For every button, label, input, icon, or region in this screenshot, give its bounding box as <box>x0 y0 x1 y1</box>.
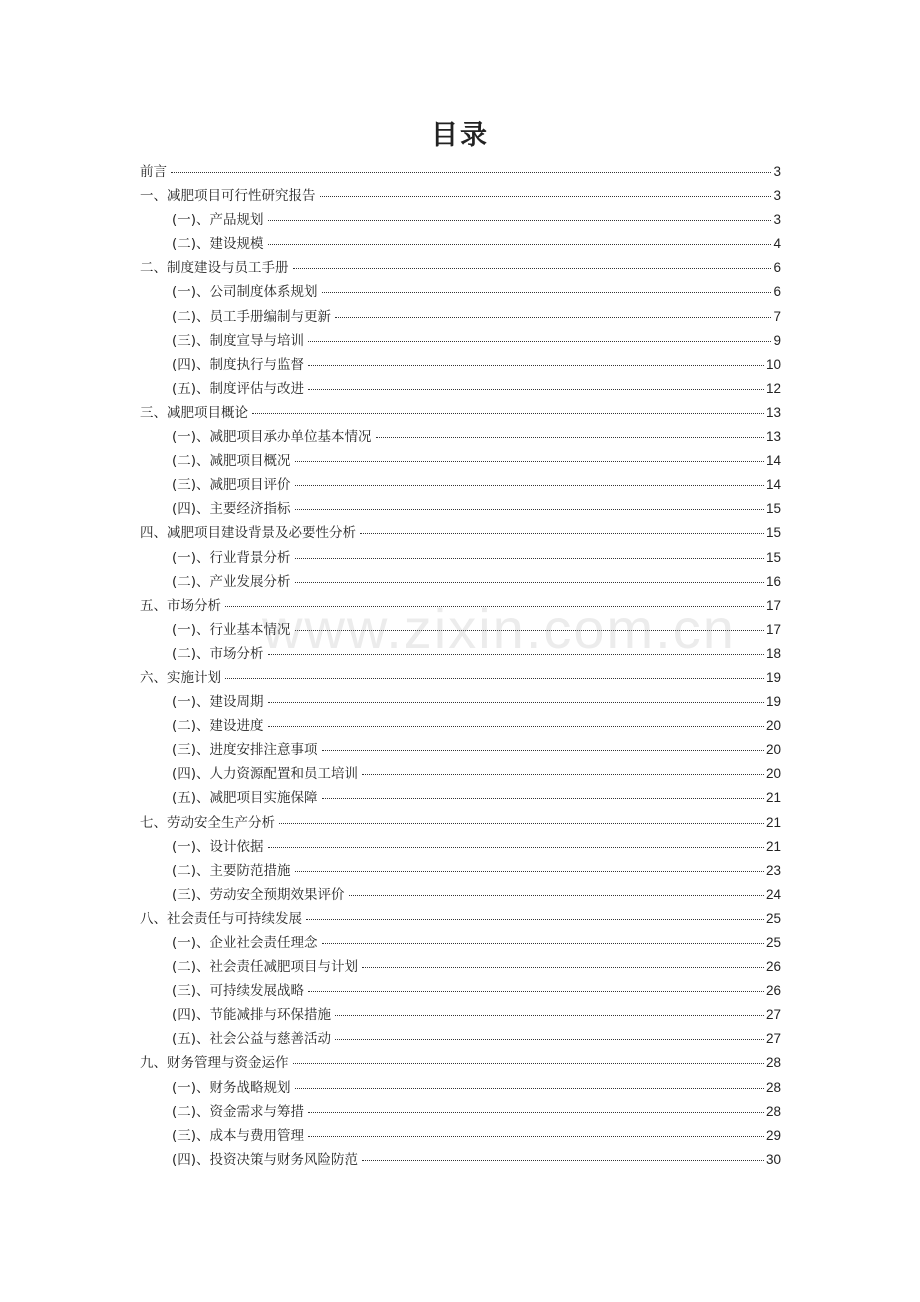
toc-entry[interactable] <box>140 208 781 232</box>
toc-entry-page-number: 9 <box>773 332 781 348</box>
toc-entry-page-number: 6 <box>773 260 781 276</box>
toc-entry-page-number: 27 <box>765 1031 781 1047</box>
toc-entry-label: (二)、建设进度 <box>172 718 264 735</box>
toc-entry-page-number: 3 <box>773 164 781 179</box>
toc-entry-page-number: 20 <box>765 766 781 782</box>
toc-entry[interactable] <box>140 1003 781 1027</box>
dot-leader <box>295 509 764 510</box>
dot-leader <box>268 726 764 727</box>
toc-entry-label: (五)、减肥项目实施保障 <box>172 790 318 807</box>
toc-entry[interactable] <box>140 835 781 859</box>
toc-entry-page-number: 3 <box>773 212 781 228</box>
toc-entry-page-number: 21 <box>765 814 781 830</box>
toc-entry-page-number: 17 <box>765 621 781 637</box>
dot-leader <box>308 1136 764 1137</box>
dot-leader <box>171 172 771 173</box>
toc-entry-page-number: 20 <box>765 718 781 734</box>
toc-entry-page-number: 12 <box>765 380 781 396</box>
toc-entry-label: 前言 <box>140 164 167 180</box>
toc-entry-page-number: 21 <box>765 838 781 854</box>
toc-entry[interactable] <box>140 232 781 256</box>
dot-leader <box>293 1063 764 1064</box>
toc-entry-label: (三)、制度宣导与培训 <box>172 332 305 349</box>
toc-entry-page-number: 3 <box>773 188 781 204</box>
dot-leader <box>349 895 764 896</box>
toc-title: 目录 <box>431 120 489 151</box>
toc-entry[interactable] <box>140 642 781 666</box>
dot-leader <box>306 919 764 920</box>
toc-entry-label: 五、市场分析 <box>140 597 221 614</box>
dot-leader <box>225 678 764 679</box>
toc-entry-page-number: 15 <box>765 501 781 517</box>
toc-list <box>140 160 781 1172</box>
toc-entry-label: (一)、行业背景分析 <box>172 549 291 566</box>
dot-leader <box>279 823 764 824</box>
dot-leader <box>295 630 764 631</box>
toc-entry[interactable] <box>140 160 781 184</box>
toc-entry-label: (一)、减肥项目承办单位基本情况 <box>172 429 372 446</box>
dot-leader <box>308 1112 764 1113</box>
toc-entry[interactable] <box>140 594 781 618</box>
toc-entry-label: (四)、投资决策与财务风险防范 <box>172 1151 359 1168</box>
dot-leader <box>308 389 764 390</box>
dot-leader <box>362 967 764 968</box>
toc-entry-label: (一)、公司制度体系规划 <box>172 284 318 301</box>
dot-leader <box>295 485 764 486</box>
toc-entry-label: (四)、人力资源配置和员工培训 <box>172 766 359 783</box>
toc-entry[interactable] <box>140 1148 781 1172</box>
toc-entry[interactable] <box>140 931 781 955</box>
toc-entry[interactable] <box>140 714 781 738</box>
dot-leader <box>293 268 772 269</box>
toc-entry-page-number: 23 <box>765 862 781 878</box>
toc-entry[interactable] <box>140 329 781 353</box>
toc-entry-page-number: 27 <box>765 1007 781 1023</box>
toc-entry-page-number: 25 <box>765 910 781 926</box>
toc-entry-label: (一)、设计依据 <box>172 838 264 855</box>
toc-entry-label: (四)、制度执行与监督 <box>172 356 305 373</box>
dot-leader <box>308 991 764 992</box>
toc-entry-label: (三)、成本与费用管理 <box>172 1127 305 1144</box>
dot-leader <box>295 871 764 872</box>
dot-leader <box>295 558 764 559</box>
dot-leader <box>252 413 764 414</box>
toc-entry[interactable] <box>140 570 781 594</box>
toc-entry-label: (一)、产品规划 <box>172 212 264 229</box>
toc-entry[interactable] <box>140 618 781 642</box>
toc-entry[interactable] <box>140 1027 781 1051</box>
dot-leader <box>295 582 764 583</box>
toc-entry[interactable] <box>140 786 781 810</box>
toc-entry[interactable] <box>140 546 781 570</box>
toc-entry-page-number: 26 <box>765 983 781 999</box>
toc-entry-label: (三)、劳动安全预期效果评价 <box>172 886 345 903</box>
toc-entry-page-number: 14 <box>765 477 781 493</box>
toc-entry-label: 一、减肥项目可行性研究报告 <box>140 188 316 205</box>
toc-entry-label: (四)、节能减排与环保措施 <box>172 1007 332 1024</box>
toc-entry[interactable] <box>140 521 781 545</box>
toc-entry-label: (二)、主要防范措施 <box>172 862 291 879</box>
toc-entry[interactable] <box>140 425 781 449</box>
toc-entry-label: (三)、减肥项目评价 <box>172 477 291 494</box>
dot-leader <box>376 437 764 438</box>
dot-leader <box>335 1039 764 1040</box>
toc-entry-page-number: 19 <box>765 694 781 710</box>
toc-entry-label: 八、社会责任与可持续发展 <box>140 910 302 927</box>
toc-entry-page-number: 28 <box>765 1055 781 1071</box>
toc-entry-page-number: 25 <box>765 935 781 950</box>
dot-leader <box>268 847 764 848</box>
toc-entry[interactable] <box>140 955 781 979</box>
toc-entry[interactable] <box>140 979 781 1003</box>
dot-leader <box>360 533 764 534</box>
toc-entry-label: (三)、进度安排注意事项 <box>172 742 318 759</box>
toc-entry-page-number: 10 <box>765 356 781 372</box>
toc-entry-page-number: 13 <box>765 404 781 420</box>
toc-entry-label: (一)、财务战略规划 <box>172 1079 291 1096</box>
toc-entry[interactable] <box>140 401 781 425</box>
dot-leader <box>225 606 764 607</box>
toc-entry[interactable] <box>140 1100 781 1124</box>
toc-entry[interactable] <box>140 256 781 280</box>
toc-entry[interactable] <box>140 811 781 835</box>
toc-entry-page-number: 26 <box>765 959 781 975</box>
toc-entry-label: (一)、建设周期 <box>172 694 264 711</box>
toc-entry-page-number: 15 <box>765 549 781 565</box>
toc-entry-label: 七、劳动安全生产分析 <box>140 814 275 831</box>
toc-entry[interactable] <box>140 280 781 304</box>
dot-leader <box>322 798 764 799</box>
toc-entry-label: (五)、制度评估与改进 <box>172 380 305 397</box>
dot-leader <box>362 774 764 775</box>
toc-entry-label: (二)、产业发展分析 <box>172 573 291 590</box>
toc-entry-page-number: 19 <box>765 669 781 685</box>
dot-leader <box>268 244 771 245</box>
toc-entry[interactable] <box>140 859 781 883</box>
dot-leader <box>268 220 771 221</box>
toc-entry-label: (四)、主要经济指标 <box>172 501 291 518</box>
toc-entry[interactable] <box>140 762 781 786</box>
toc-entry[interactable] <box>140 1124 781 1148</box>
toc-entry-label: (二)、社会责任减肥项目与计划 <box>172 959 359 976</box>
toc-entry-page-number: 28 <box>765 1079 781 1095</box>
toc-entry[interactable] <box>140 738 781 762</box>
dot-leader <box>295 1088 764 1089</box>
toc-entry[interactable] <box>140 883 781 907</box>
toc-entry-label: (二)、资金需求与筹措 <box>172 1103 305 1120</box>
toc-entry[interactable] <box>140 1076 781 1100</box>
dot-leader <box>320 196 772 197</box>
toc-entry-label: (一)、企业社会责任理念 <box>172 935 318 951</box>
toc-entry-page-number: 13 <box>765 429 781 445</box>
dot-leader <box>322 943 764 944</box>
toc-entry[interactable] <box>140 907 781 931</box>
toc-entry-label: 四、减肥项目建设背景及必要性分析 <box>140 525 356 542</box>
dot-leader <box>268 654 764 655</box>
toc-entry-label: (二)、建设规模 <box>172 236 264 253</box>
dot-leader <box>322 750 764 751</box>
toc-entry-page-number: 14 <box>765 453 781 469</box>
dot-leader <box>295 461 764 462</box>
toc-entry[interactable] <box>140 690 781 714</box>
dot-leader <box>335 1015 764 1016</box>
dot-leader <box>335 317 771 318</box>
toc-entry-label: (五)、社会公益与慈善活动 <box>172 1031 332 1048</box>
toc-entry-page-number: 17 <box>765 597 781 613</box>
toc-entry-label: 二、制度建设与员工手册 <box>140 260 289 277</box>
toc-entry-page-number: 15 <box>765 525 781 541</box>
toc-entry-label: 六、实施计划 <box>140 669 221 686</box>
dot-leader <box>308 365 764 366</box>
toc-entry[interactable] <box>140 184 781 208</box>
toc-entry-label: 三、减肥项目概论 <box>140 404 248 421</box>
toc-entry[interactable] <box>140 666 781 690</box>
toc-entry-page-number: 7 <box>773 308 781 324</box>
toc-entry[interactable] <box>140 449 781 473</box>
toc-entry-page-number: 6 <box>773 284 781 300</box>
toc-entry-label: (一)、行业基本情况 <box>172 621 291 638</box>
toc-entry-page-number: 4 <box>773 236 781 252</box>
toc-entry-page-number: 30 <box>765 1151 781 1167</box>
toc-entry-label: 九、财务管理与资金运作 <box>140 1055 289 1072</box>
dot-leader <box>268 702 764 703</box>
toc-entry-page-number: 21 <box>765 790 781 806</box>
toc-entry[interactable] <box>140 1051 781 1075</box>
toc-entry-page-number: 28 <box>765 1103 781 1119</box>
toc-entry-page-number: 29 <box>765 1127 781 1143</box>
toc-entry-label: (二)、员工手册编制与更新 <box>172 308 332 325</box>
toc-entry-label: (二)、减肥项目概况 <box>172 453 291 470</box>
toc-entry[interactable] <box>140 473 781 497</box>
dot-leader <box>308 341 771 342</box>
toc-entry[interactable] <box>140 305 781 329</box>
toc-entry-label: (二)、市场分析 <box>172 645 264 662</box>
toc-entry[interactable] <box>140 353 781 377</box>
watermark: www.zixin.com.cn <box>262 597 736 660</box>
toc-entry[interactable] <box>140 497 781 521</box>
toc-entry[interactable] <box>140 377 781 401</box>
toc-entry-page-number: 24 <box>765 886 781 902</box>
toc-entry-label: (三)、可持续发展战略 <box>172 983 305 1000</box>
dot-leader <box>322 292 771 293</box>
dot-leader <box>362 1160 764 1161</box>
toc-entry-page-number: 20 <box>765 742 781 758</box>
toc-entry-page-number: 18 <box>765 645 781 661</box>
toc-entry-page-number: 16 <box>765 573 781 589</box>
